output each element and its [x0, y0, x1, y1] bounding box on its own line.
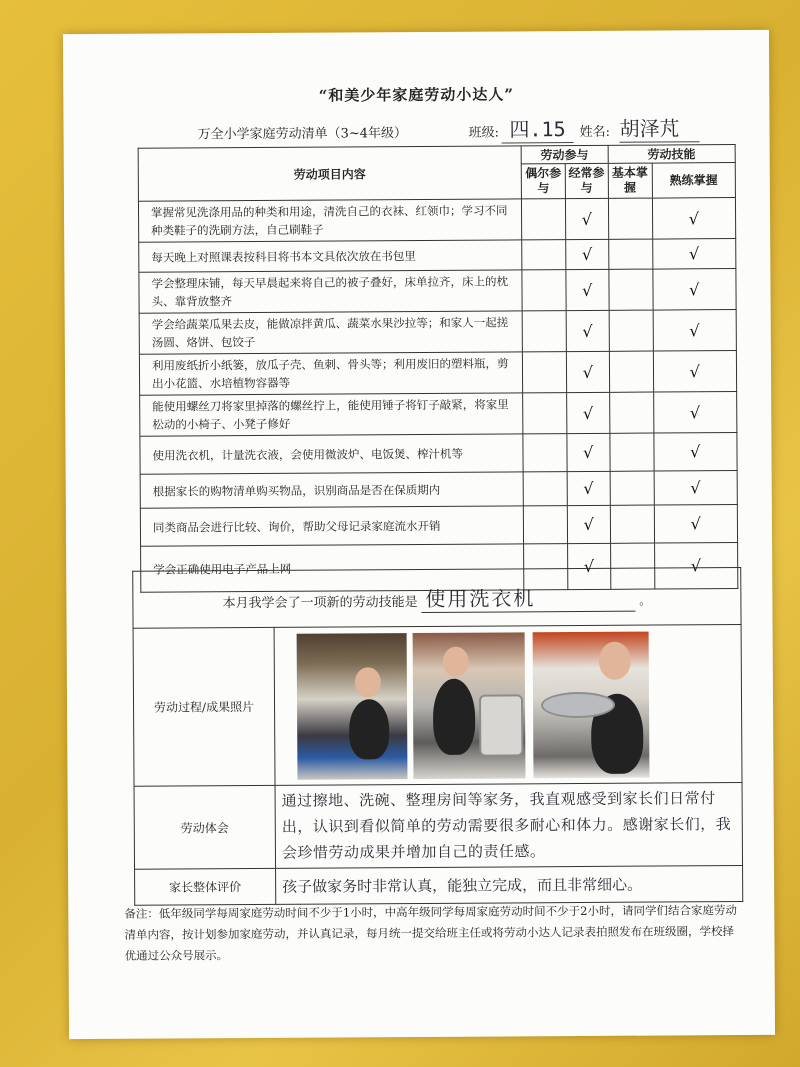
item-text: 使用洗衣机，计量洗衣液，会使用微波炉、电饭煲、榨汁机等: [140, 434, 523, 474]
header-participation: 劳动参与: [521, 145, 608, 164]
check-frequent[interactable]: √: [566, 392, 609, 433]
new-skill-row: [133, 568, 741, 629]
check-frequent[interactable]: √: [567, 543, 610, 589]
name-field[interactable]: 胡泽芃: [619, 112, 699, 142]
check-basic[interactable]: [609, 351, 653, 392]
experience-text[interactable]: 通过擦地、洗碗、整理房间等家务，我直观感受到家长们日常付出，认识到看似简单的劳动需要很多耐心和体力。感谢家长们，我会珍惜劳动成果并增加自己的责任感。: [275, 783, 742, 869]
check-occasional[interactable]: [522, 352, 566, 393]
check-frequent[interactable]: √: [566, 239, 609, 269]
check-basic[interactable]: [610, 505, 654, 543]
header-item-content: 劳动项目内容: [138, 146, 521, 201]
check-occasional[interactable]: [523, 434, 567, 472]
parent-eval-text[interactable]: 孩子做家务时非常认真，能独立完成，而且非常细心。: [276, 866, 743, 905]
check-basic[interactable]: [608, 198, 652, 239]
check-proficient[interactable]: √: [653, 310, 737, 352]
class-label: 班级:: [468, 125, 499, 141]
check-proficient[interactable]: √: [653, 351, 737, 393]
item-text: 学会给蔬菜瓜果去皮，能做凉拌黄瓜、蔬菜水果沙拉等；和家人一起搓汤圆、烙饼、包饺子: [139, 311, 522, 354]
table-row: [139, 239, 736, 273]
check-basic[interactable]: [609, 310, 653, 351]
table-row: [140, 471, 737, 509]
table-row: [139, 310, 736, 355]
check-proficient[interactable]: √: [652, 239, 736, 270]
footnote: 备注：低年级同学每周家庭劳动时间不少于1小时，中高年级同学每周家庭劳动时间不少于2小时，请同学们结合家庭劳动清单内容，按计划参加家庭劳动，并认真记录，每月统一提交给班主任或将劳动小达人记录表拍照发布在班级圈，学校择优通过公众号展示。: [124, 903, 737, 963]
item-text: 学会正确使用电子产品上网: [141, 544, 524, 592]
check-occasional[interactable]: [523, 506, 567, 544]
table-row: [140, 392, 737, 437]
check-proficient[interactable]: √: [654, 543, 738, 590]
table-row: [139, 269, 736, 314]
experience-label: 劳动体会: [134, 785, 276, 869]
check-occasional[interactable]: [523, 472, 567, 506]
labor-photo-2: [413, 632, 526, 779]
class-field[interactable]: 四.15: [501, 113, 573, 143]
item-text: 利用废纸折小纸篓，放瓜子壳、鱼刺、骨头等；利用废旧的塑料瓶，剪出小花篮、水培植物容器等: [139, 352, 522, 395]
item-text: 掌握常见洗涤用品的种类和用途，清洗自己的衣袜、红领巾；学习不同种类鞋子的洗刷方法，自己刷鞋子: [138, 199, 521, 242]
check-proficient[interactable]: √: [654, 471, 738, 506]
labor-photo-1: [297, 633, 408, 780]
page-title: “和美少年家庭劳动小达人”: [318, 85, 514, 105]
header-basic: 基本掌握: [608, 163, 652, 198]
check-occasional[interactable]: [522, 270, 566, 311]
item-text: 根据家长的购物清单购买物品，识别商品是否在保质期内: [140, 472, 523, 508]
header-proficient: 熟练掌握: [652, 163, 736, 199]
new-skill-period: 。: [639, 593, 652, 608]
new-skill-label: 本月我学会了一项新的劳动技能是: [222, 595, 418, 612]
page-subtitle: 万全小学家庭劳动清单（3~4年级）: [197, 126, 408, 143]
item-text: 学会整理床铺，每天早晨起来将自己的被子叠好，床单拉齐，床上的枕头、靠背放整齐: [139, 270, 522, 313]
record-table: [132, 567, 743, 906]
check-basic[interactable]: [608, 239, 652, 269]
item-text: 每天晚上对照课表按科目将书本文具依次放在书包里: [139, 240, 522, 272]
check-basic[interactable]: [609, 392, 653, 433]
photos-label: 劳动过程/成果照片: [133, 627, 275, 786]
worksheet-paper: [63, 30, 775, 1039]
labor-photo-3: [533, 632, 650, 779]
table-row: [138, 198, 735, 243]
check-frequent[interactable]: √: [567, 471, 610, 505]
check-occasional[interactable]: [522, 311, 566, 352]
check-basic[interactable]: [610, 471, 654, 505]
check-proficient[interactable]: √: [652, 269, 736, 311]
header-occasional: 偶尔参与: [521, 164, 565, 199]
check-occasional[interactable]: [523, 393, 567, 434]
new-skill-field[interactable]: 使用洗衣机: [421, 582, 635, 613]
table-row: [140, 505, 737, 547]
check-basic[interactable]: [610, 433, 654, 471]
check-proficient[interactable]: √: [653, 433, 737, 472]
photos-cell: [274, 625, 742, 786]
header-skill: 劳动技能: [608, 145, 735, 164]
check-frequent[interactable]: √: [567, 433, 610, 471]
item-text: 同类商品会进行比较、询价，帮助父母记录家庭流水开销: [140, 506, 523, 546]
check-frequent[interactable]: √: [566, 351, 609, 392]
table-row: [140, 433, 737, 475]
check-proficient[interactable]: √: [652, 198, 736, 240]
parent-eval-label: 家长整体评价: [135, 868, 276, 905]
header-frequent: 经常参与: [565, 163, 608, 198]
check-frequent[interactable]: √: [565, 198, 608, 239]
check-basic[interactable]: [609, 269, 653, 310]
check-frequent[interactable]: √: [566, 269, 609, 310]
check-occasional[interactable]: [521, 199, 565, 240]
item-text: 能使用螺丝刀将家里掉落的螺丝拧上，能使用锤子将钉子敲紧，将家里松动的小椅子、小凳子修好: [140, 393, 523, 436]
check-proficient[interactable]: √: [654, 505, 738, 544]
check-frequent[interactable]: √: [566, 310, 609, 351]
check-frequent[interactable]: √: [567, 505, 610, 543]
name-label: 姓名:: [579, 124, 610, 141]
check-occasional[interactable]: [522, 240, 566, 270]
check-proficient[interactable]: √: [653, 392, 737, 434]
table-row: [139, 351, 736, 396]
labor-checklist-table: [138, 144, 739, 593]
